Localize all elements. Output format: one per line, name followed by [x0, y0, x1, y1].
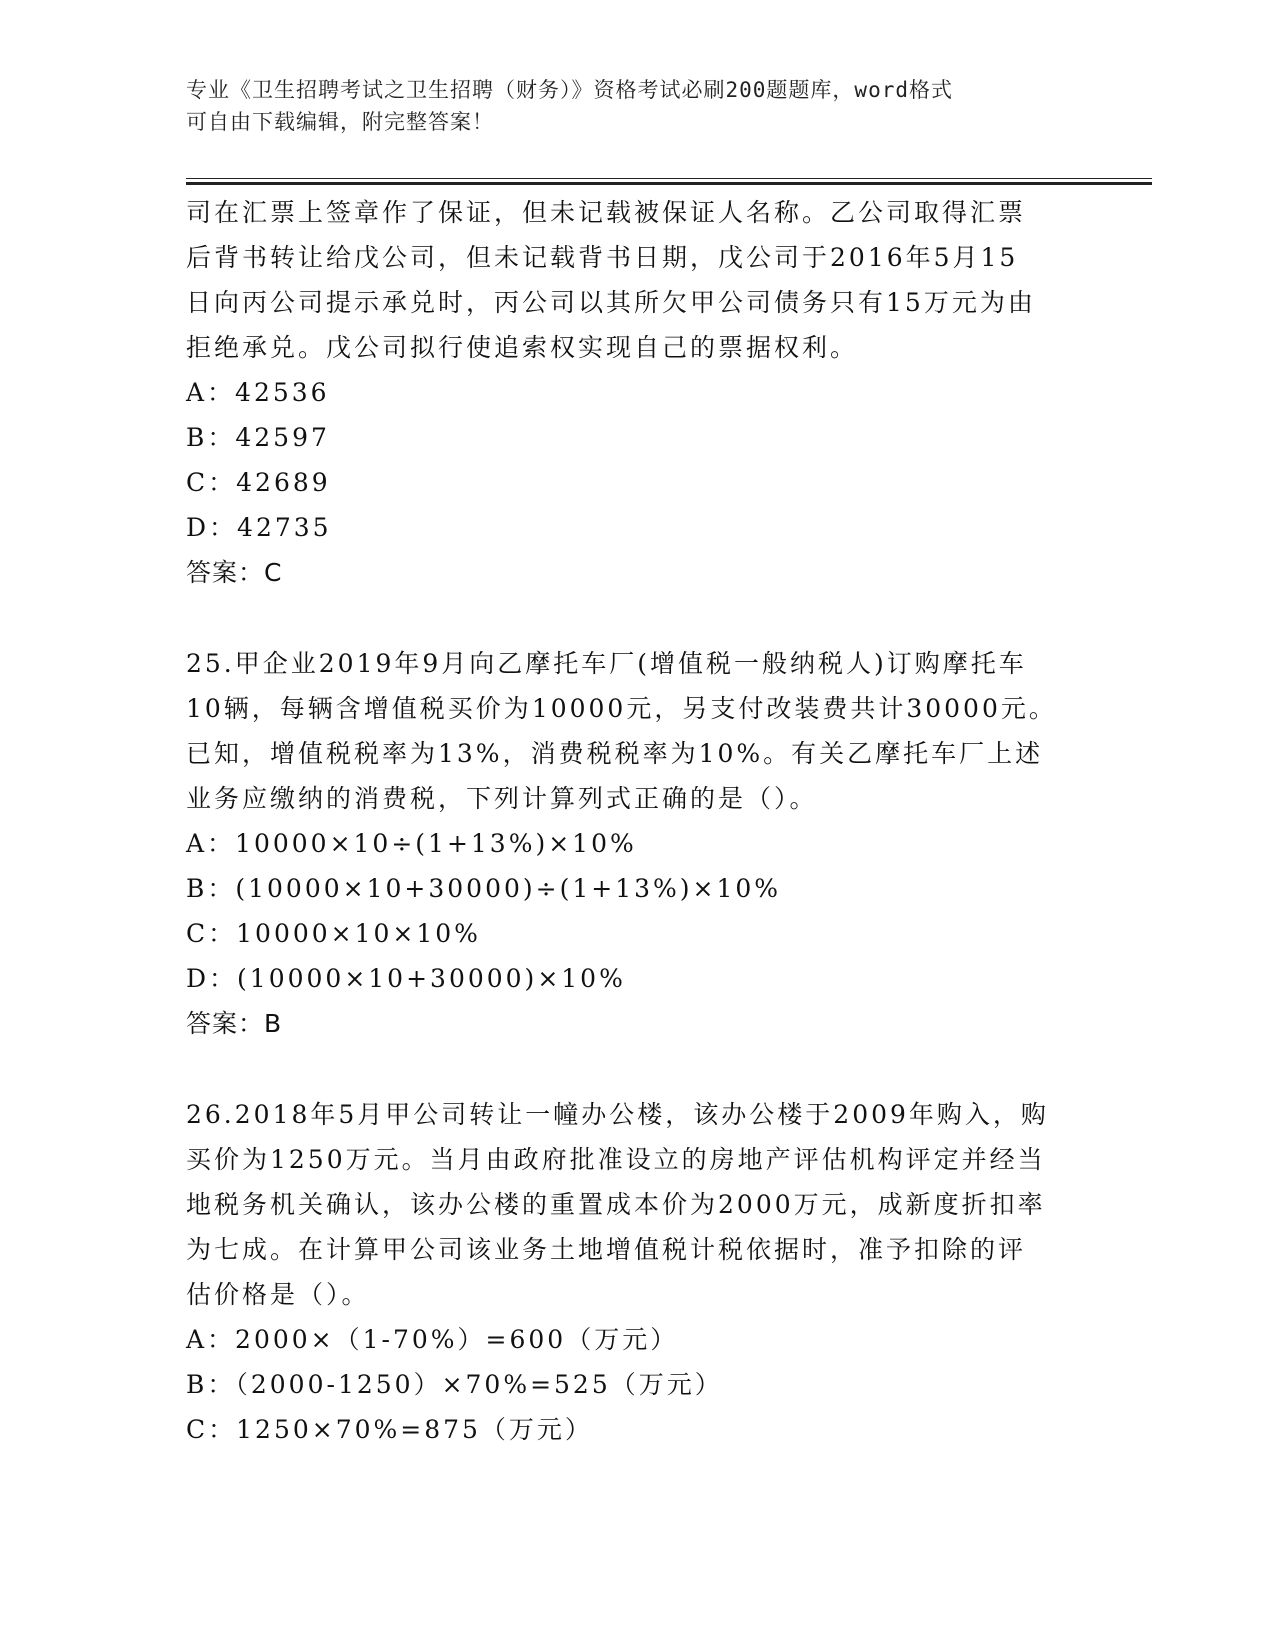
question-stem-line: 后背书转让给戊公司，但未记载背书日期，戊公司于2016年5月15 — [186, 243, 1019, 272]
option-b: B：（2000-1250）×70%=525（万元） — [186, 1370, 723, 1399]
question-stem-line: 日向丙公司提示承兑时，丙公司以其所欠甲公司债务只有15万元为由 — [186, 288, 1036, 317]
question-stem-line: 25.甲企业2019年9月向乙摩托车厂(增值税一般纳税人)订购摩托车 — [186, 649, 1027, 678]
option-a: A：10000×10÷(1+13%)×10% — [186, 829, 637, 858]
question-stem-line: 司在汇票上签章作了保证，但未记载被保证人名称。乙公司取得汇票 — [186, 198, 1027, 227]
option-c: C：42689 — [186, 468, 331, 497]
question-stem-line: 买价为1250万元。当月由政府批准设立的房地产评估机构评定并经当 — [186, 1145, 1046, 1174]
header-rule-thick — [186, 182, 1152, 185]
question-stem-line: 10辆，每辆含增值税买价为10000元，另支付改装费共计30000元。 — [186, 694, 1057, 723]
option-a: A：2000×（1-70%）=600（万元） — [186, 1325, 679, 1354]
answer: 答案：C — [186, 558, 283, 587]
option-d: D：42735 — [186, 513, 332, 542]
header-rule-thin — [186, 178, 1152, 179]
question-24 — [186, 190, 1086, 595]
option-b: B：42597 — [186, 423, 330, 452]
question-stem-line: 地税务机关确认，该办公楼的重置成本价为2000万元，成新度折扣率 — [186, 1190, 1046, 1219]
question-stem-line: 拒绝承兑。戊公司拟行使追索权实现自己的票据权利。 — [186, 333, 859, 362]
question-stem-line: 已知，增值税税率为13%，消费税税率为10%。有关乙摩托车厂上述 — [186, 739, 1044, 768]
question-26 — [186, 1092, 1086, 1452]
question-stem-line: 业务应缴纳的消费税，下列计算列式正确的是（）。 — [186, 784, 818, 813]
question-25 — [186, 641, 1086, 1046]
option-d: D：(10000×10+30000)×10% — [186, 964, 626, 993]
question-stem-line: 26.2018年5月甲公司转让一幢办公楼，该办公楼于2009年购入，购 — [186, 1100, 1049, 1129]
header-line-2: 可自由下载编辑，附完整答案！ — [186, 110, 494, 134]
option-a: A：42536 — [186, 378, 330, 407]
page-header — [186, 74, 1086, 138]
question-stem-line: 为七成。在计算甲公司该业务土地增值税计税依据时，准予扣除的评 — [186, 1235, 1027, 1264]
header-line-1: 专业《卫生招聘考试之卫生招聘（财务）》资格考试必刷200题题库，word格式 — [186, 78, 953, 102]
answer: 答案：B — [186, 1009, 283, 1038]
option-c: C：10000×10×10% — [186, 919, 481, 948]
document-body — [186, 190, 1086, 1452]
spacer — [186, 1046, 1086, 1092]
spacer — [186, 595, 1086, 641]
option-c: C：1250×70%=875（万元） — [186, 1415, 593, 1444]
option-b: B：(10000×10+30000)÷(1+13%)×10% — [186, 874, 782, 903]
question-stem-line: 估价格是（）。 — [186, 1280, 370, 1309]
